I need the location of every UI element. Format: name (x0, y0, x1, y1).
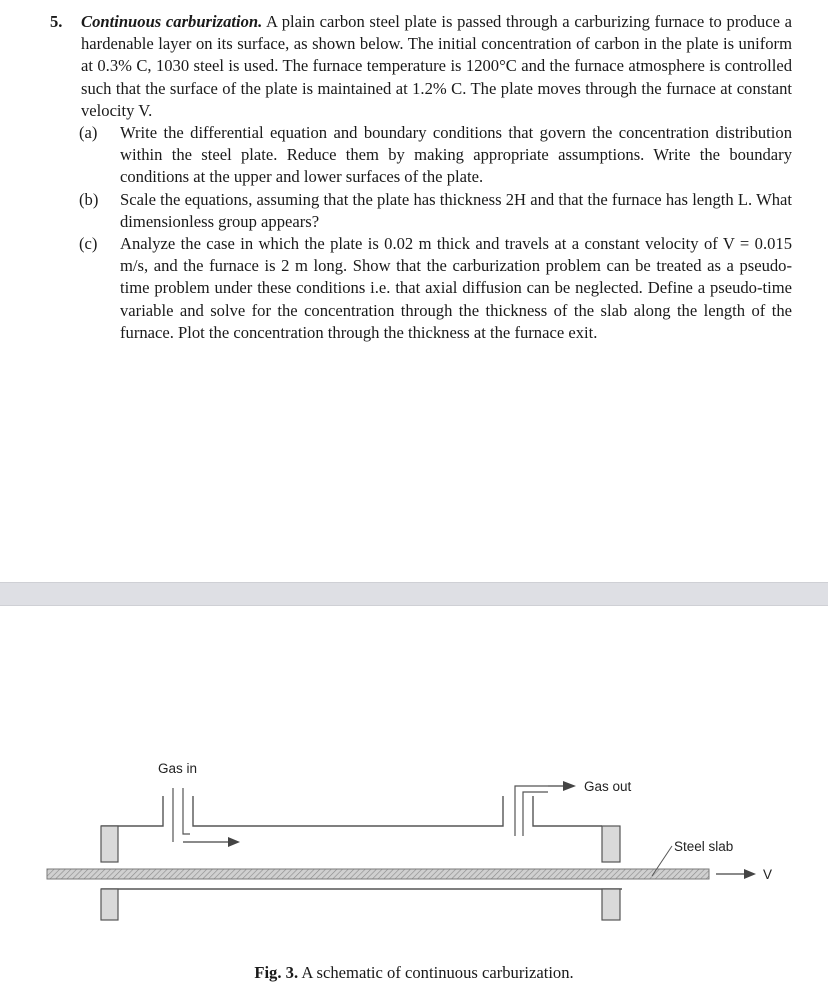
carburization-schematic (0, 606, 828, 996)
part-a-text: Write the differential equation and boundary conditions that govern the concentration distribution within the steel plate. Reduce them by making appropriate assumptions. Write the boundary conditions at the upper and lower surfaces of the plate. (120, 123, 792, 187)
furnace-inlet-wall-top (101, 826, 118, 862)
part-b-text: Scale the equations, assuming that the plate has thickness 2H and that the furnace has length L. What dimensionless group appears? (120, 189, 792, 231)
steel-slab (47, 869, 709, 879)
figure-page (0, 606, 828, 996)
figure-caption (0, 963, 828, 983)
problem-parts (50, 122, 792, 344)
furnace-outlet-wall-bottom (602, 889, 620, 920)
page-separator (0, 582, 828, 606)
figure-caption-text: A schematic of continuous carburization. (298, 963, 574, 982)
gas-inlet-pipe (173, 788, 190, 842)
furnace-outlet-wall-top (602, 826, 620, 862)
gas-inlet-arrowhead-icon (228, 837, 240, 847)
furnace-inlet-wall-bottom (101, 889, 118, 920)
velocity-label: V (763, 867, 773, 882)
problem-statement (50, 11, 792, 344)
gas-in-label: Gas in (158, 761, 198, 776)
gas-out-label: Gas out (584, 779, 632, 794)
problem-number: 5. (50, 12, 63, 31)
part-c-text: Analyze the case in which the plate is 0.02 m thick and travels at a constant velocity of V = 0.015 m/s, and the furnace is 2 m long. Show that the carburization problem can be treated as a pseudo-time problem under these conditions i.e. that axial diffusion can be neglected. Define a pseudo-time variable and solve for the concentration through the thickness of the slab along the length of the furnace. Plot the concentration through the thickness at the furnace exit. (120, 234, 792, 342)
problem-body (81, 11, 792, 122)
part-a-label: (a) (79, 123, 98, 143)
steel-slab-label: Steel slab (674, 839, 734, 854)
gas-outlet-arrowhead-icon (563, 781, 576, 791)
part-b-label: (b) (79, 189, 99, 209)
furnace-upper-wall (101, 796, 602, 826)
gas-outlet-pipe (515, 786, 548, 836)
figure-caption-label: Fig. 3. (254, 963, 299, 982)
part-c (50, 233, 792, 344)
part-b (50, 189, 792, 233)
problem-intro: A plain carbon steel plate is passed through a carburizing furnace to produce a hardenable layer on its surface, as shown below. The initial concentration of carbon in the plate is uniform at 0.3% C, 1030 steel is used. The furnace temperature is 1200°C and the furnace atmosphere is controlled such that the surface of the plate is maintained at 1.2% C. The plate moves through the furnace at constant velocity V. (81, 12, 792, 120)
part-c-label: (c) (79, 234, 98, 254)
part-a (50, 122, 792, 189)
problem-title: Continuous carburization. (81, 12, 263, 31)
velocity-arrowhead-icon (744, 869, 756, 879)
